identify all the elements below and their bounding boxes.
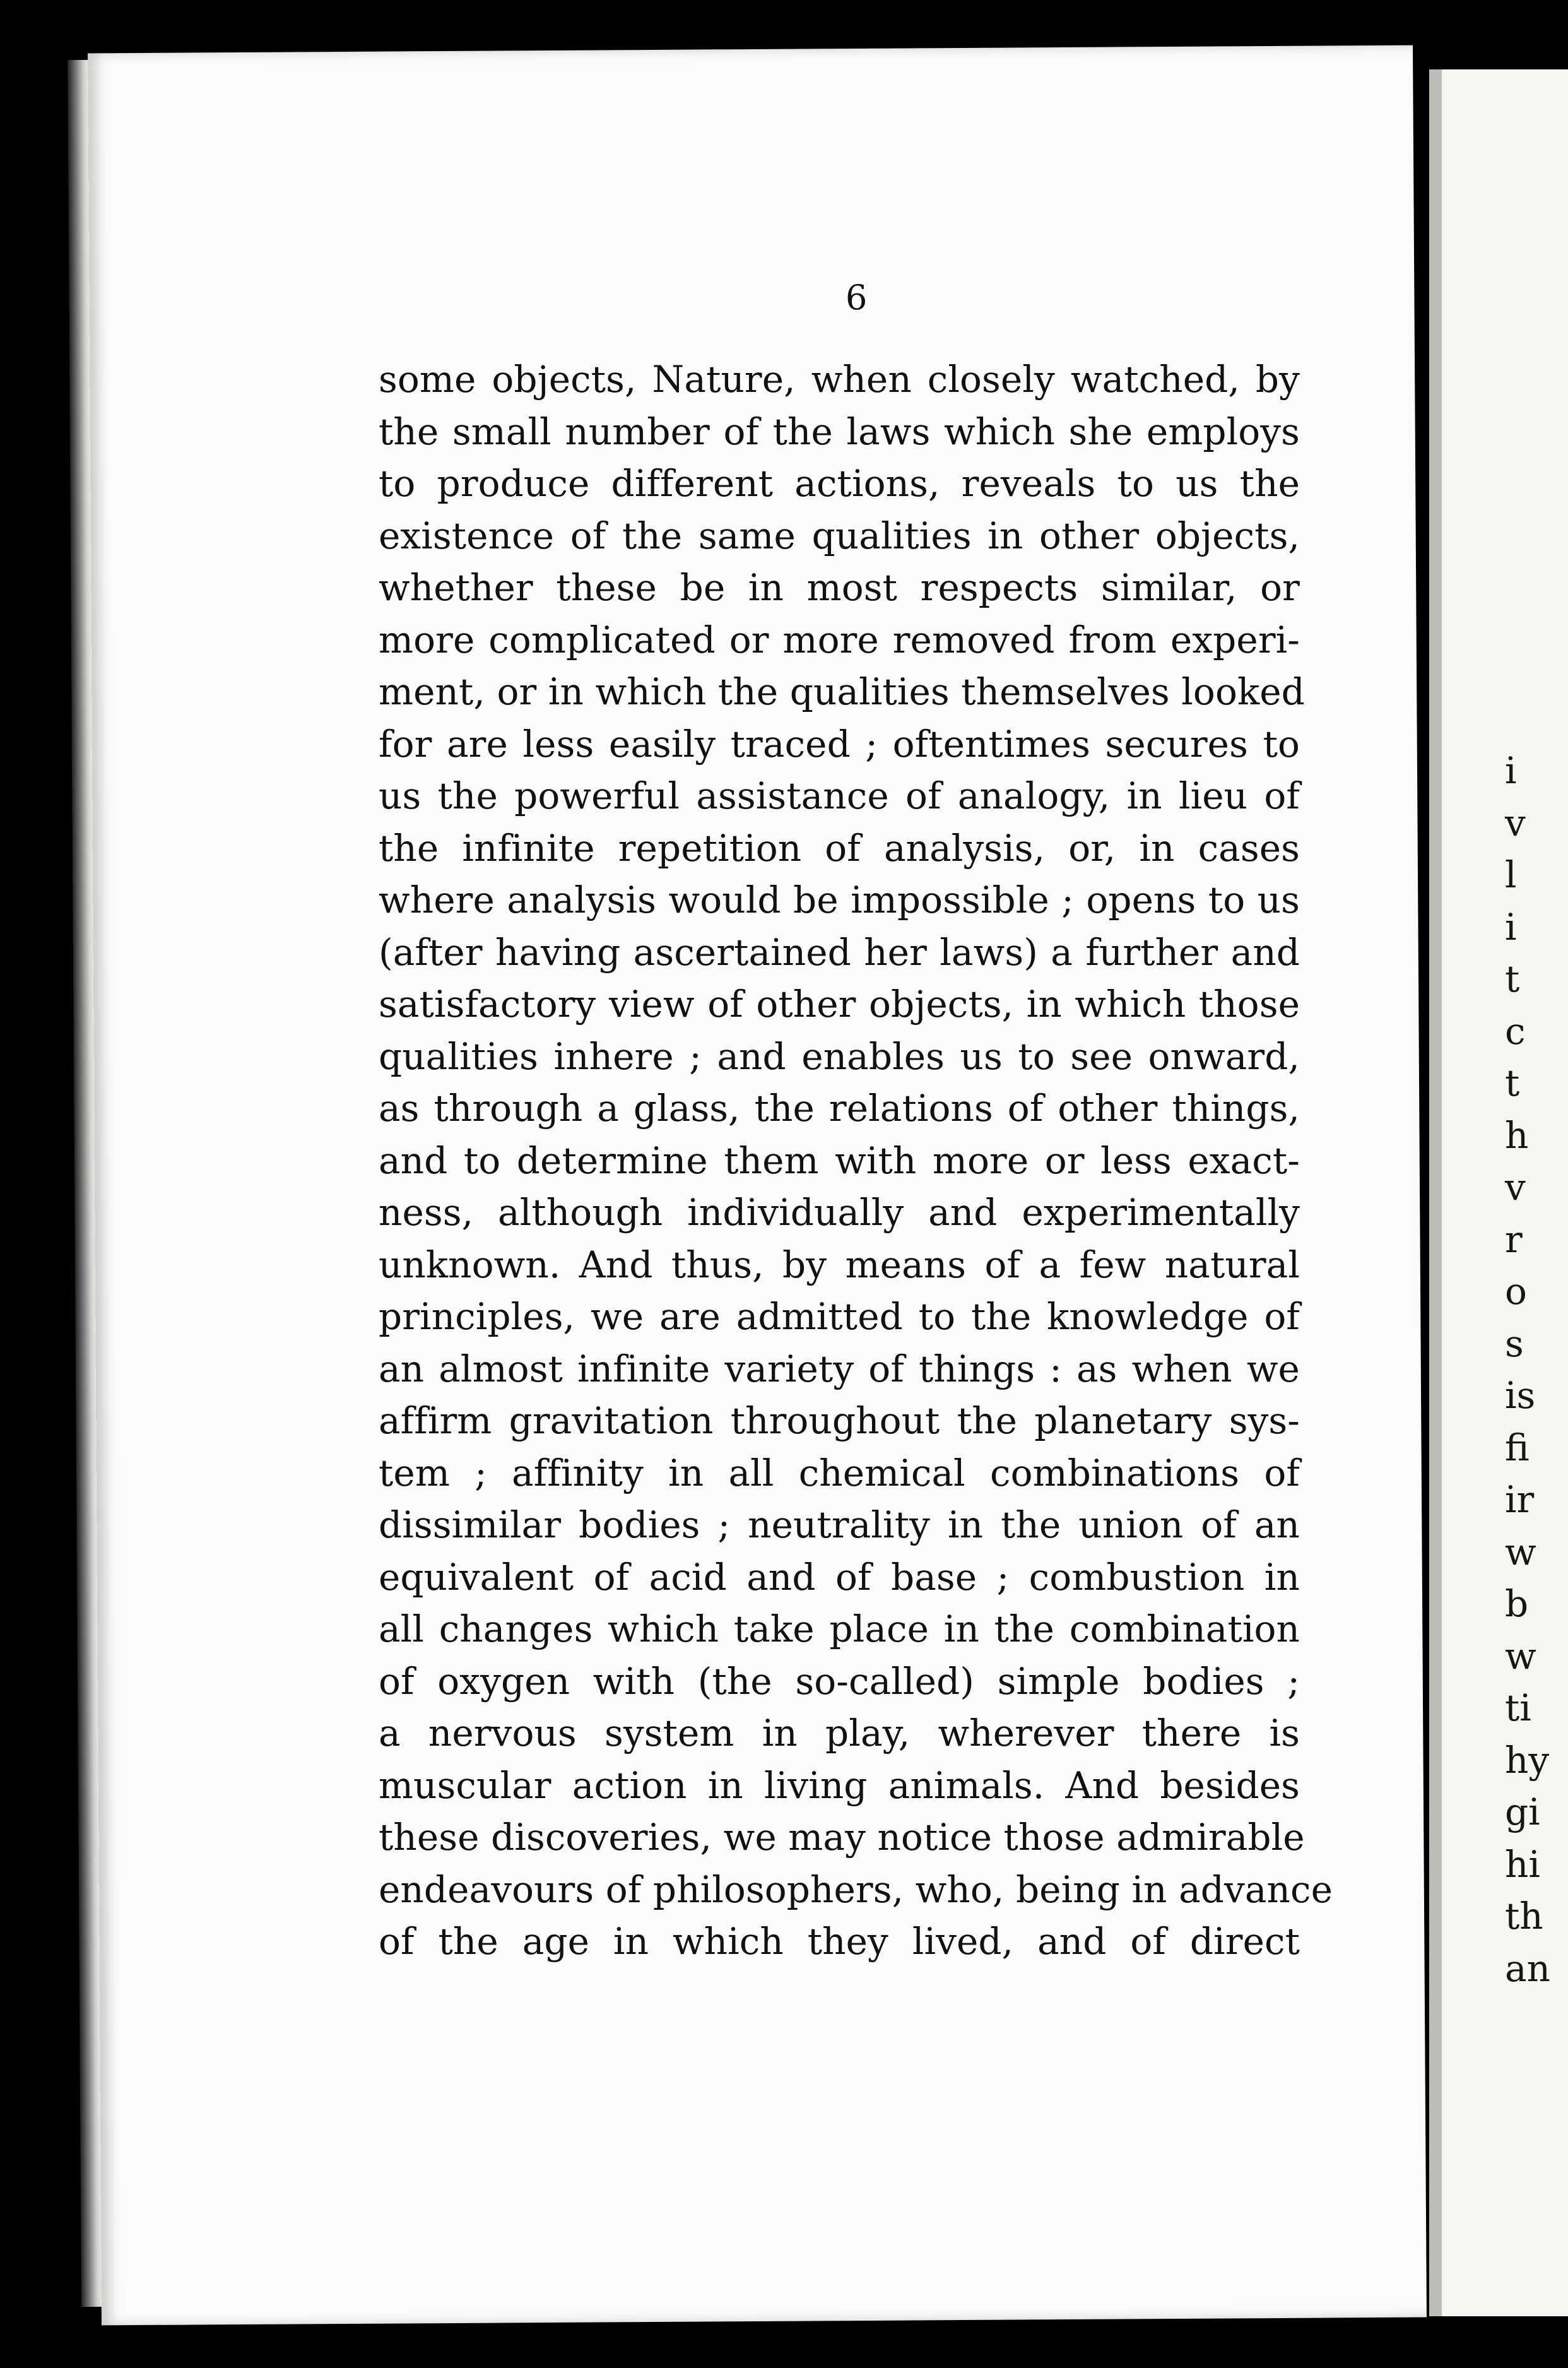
text-line: us the powerful assistance of analogy, in lieu of [379, 774, 1300, 817]
facing-page-fragment: hy [1505, 1738, 1550, 1782]
text-line: (after having ascertained her laws) a further and [379, 930, 1300, 974]
facing-page-fragment: l [1505, 853, 1517, 896]
text-line: where analysis would be impossible ; opens to us [379, 879, 1300, 921]
body-text [379, 353, 1333, 1968]
text-line: ment, or in which the qualities themselves looked [379, 670, 1305, 713]
facing-page-fragment: b [1505, 1582, 1529, 1625]
facing-page-fragment: v [1505, 801, 1526, 844]
facing-page-fragment: r [1505, 1217, 1523, 1261]
text-line: an almost infinite variety of things : as when we [379, 1347, 1300, 1390]
text-line: these discoveries, we may notice those admirable [379, 1816, 1305, 1859]
text-line: for are less easily traced ; oftentimes secures to [379, 722, 1300, 766]
facing-page-fragment: gi [1505, 1791, 1540, 1833]
text-line: more complicated or more removed from experi- [379, 618, 1300, 661]
text-line: equivalent of acid and of base ; combustion in [379, 1555, 1300, 1599]
text-line: qualities inhere ; and enables us to see onward, [379, 1034, 1300, 1078]
text-line: ness, although individually and experimentally [379, 1191, 1300, 1234]
facing-page-fragment: s [1505, 1322, 1524, 1365]
facing-page-fragment: o [1505, 1270, 1527, 1313]
facing-page-fragment: i [1505, 905, 1517, 949]
text-line: endeavours of philosophers, who, being in advance [379, 1868, 1333, 1911]
facing-page-fragment: t [1505, 957, 1520, 1000]
facing-page-fragment: ir [1505, 1478, 1535, 1521]
facing-page-fragment: i [1505, 749, 1517, 792]
text-line: whether these be in most respects similar, or [379, 566, 1300, 609]
text-line: existence of the same qualities in other objects, [379, 514, 1300, 557]
facing-page-fragment: c [1505, 1009, 1526, 1053]
text-line: tem ; affinity in all chemical combinations of [379, 1451, 1300, 1495]
facing-page-fragment: is [1505, 1374, 1536, 1417]
text-line: affirm gravitation throughout the planetary sys- [379, 1399, 1300, 1442]
text-line: dissimilar bodies ; neutrality in the union of an [379, 1503, 1300, 1546]
text-line: satisfactory view of other objects, in which those [379, 983, 1300, 1026]
text-line: the small number of the laws which she employs [379, 410, 1300, 453]
facing-page-fragment: w [1505, 1530, 1536, 1573]
text-line: a nervous system in play, wherever there is [379, 1712, 1300, 1755]
text-line: to produce different actions, reveals to us the [379, 462, 1300, 505]
facing-page-fragment: fi [1505, 1426, 1530, 1469]
text-line: as through a glass, the relations of other things, [379, 1087, 1300, 1130]
text-line: principles, we are admitted to the knowledge of [379, 1295, 1300, 1338]
page-number: 6 [846, 278, 868, 317]
facing-page-fragment: th [1505, 1895, 1543, 1938]
facing-page-fragment: ti [1505, 1686, 1531, 1729]
facing-page-fragment: v [1505, 1166, 1526, 1209]
facing-page-fragment: h [1505, 1113, 1529, 1157]
text-line: and to determine them with more or less exact- [379, 1139, 1300, 1182]
text-line: all changes which take place in the combination [379, 1607, 1300, 1650]
facing-page-fragment: an [1505, 1946, 1550, 1990]
text-line: the infinite repetition of analysis, or, in cases [379, 826, 1300, 870]
facing-page-text-fragments [1505, 745, 1549, 1994]
text-line: muscular action in living animals. And besides [379, 1763, 1300, 1807]
facing-page-fragment: hi [1505, 1842, 1540, 1886]
text-line: unknown. And thus, by means of a few natural [379, 1243, 1300, 1286]
facing-page-fragment: w [1505, 1634, 1536, 1678]
text-line: of oxygen with (the so-called) simple bodies ; [379, 1659, 1300, 1703]
text-line: some objects, Nature, when closely watched, by [379, 358, 1300, 401]
facing-page-fragment: t [1505, 1062, 1520, 1104]
text-line: of the age in which they lived, and of direct [379, 1920, 1300, 1963]
